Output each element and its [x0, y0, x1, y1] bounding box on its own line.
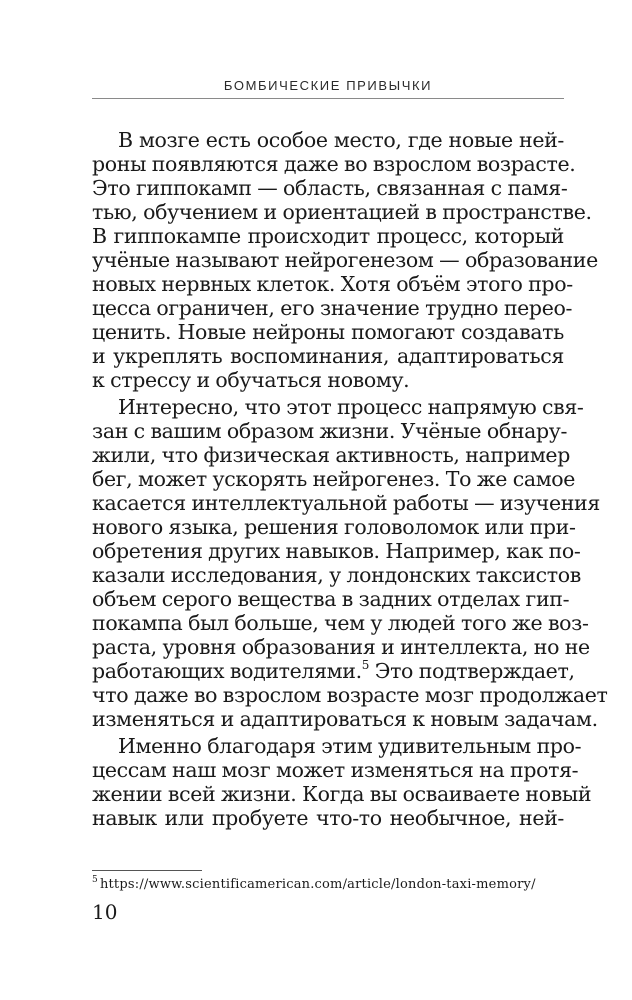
text-line: что даже во взрослом возрасте мозг продолжает [92, 683, 608, 707]
footnote-reference[interactable]: 5 [361, 658, 370, 672]
text-line: касается интеллектуальной работы — изучения [92, 491, 600, 515]
text-line: покампа был больше, чем у людей того же воз- [92, 611, 589, 635]
footnote-link[interactable]: https://www.scientificamerican.com/article/london-taxi-memory/ [99, 877, 536, 892]
text-line: учёные называют нейрогенезом — образование [92, 248, 598, 272]
text-line: тью, обучением и ориентацией в пространстве. [92, 200, 592, 224]
text-line: нового языка, решения головоломок или при- [92, 515, 576, 539]
running-head: БОМБИЧЕСКИЕ ПРИВЫЧКИ [223, 78, 433, 93]
text-line: бег, может ускорять нейрогенез. То же самое [92, 467, 576, 491]
text-line: и укреплять воспоминания, адаптироваться [92, 344, 564, 368]
text-fragment: работающих водителями. [92, 659, 362, 683]
footnote-number: 5 [92, 875, 98, 885]
text-line: жили, что физическая активность, например [92, 443, 570, 467]
text-line: Это гиппокамп — область, связанная с памя- [92, 176, 568, 200]
text-line: обретения других навыков. Например, как по- [92, 539, 581, 563]
text-line: казали исследования, у лондонских таксистов [92, 563, 581, 587]
text-line: жении всей жизни. Когда вы осваиваете новый [92, 782, 592, 806]
text-line: Именно благодаря этим удивительным про- [118, 734, 582, 758]
text-line: навык или пробуете что-то необычное, ней- [92, 806, 564, 830]
text-line: роны появляются даже во взрослом возрасте. [92, 152, 576, 176]
text-line: цессам наш мозг может изменяться на протя- [92, 758, 579, 782]
footnote-rule [92, 870, 202, 871]
text-line: ценить. Новые нейроны помогают создавать [92, 320, 564, 344]
footnote [92, 876, 564, 894]
text-line [92, 658, 575, 683]
text-line: новых нервных клеток. Хотя объём этого про- [92, 272, 573, 296]
text-line: изменяться и адаптироваться к новым задачам. [92, 707, 598, 731]
text-line: к стрессу и обучаться новому. [92, 368, 410, 392]
text-line: Интересно, что этот процесс напрямую свя- [118, 395, 584, 419]
header-rule [92, 98, 564, 99]
text-line: зан с вашим образом жизни. Учёные обнару- [92, 419, 568, 443]
text-line: цесса ограничен, его значение трудно перео- [92, 296, 573, 320]
text-line: В мозге есть особое место, где новые ней- [118, 128, 564, 152]
text-fragment: Это подтверждает, [374, 659, 575, 683]
text-line: объем серого вещества в задних отделах гип- [92, 587, 570, 611]
text-line: В гиппокампе происходит процесс, который [92, 224, 564, 248]
text-line: раста, уровня образования и интеллекта, но не [92, 635, 590, 659]
page-number: 10 [92, 900, 118, 924]
